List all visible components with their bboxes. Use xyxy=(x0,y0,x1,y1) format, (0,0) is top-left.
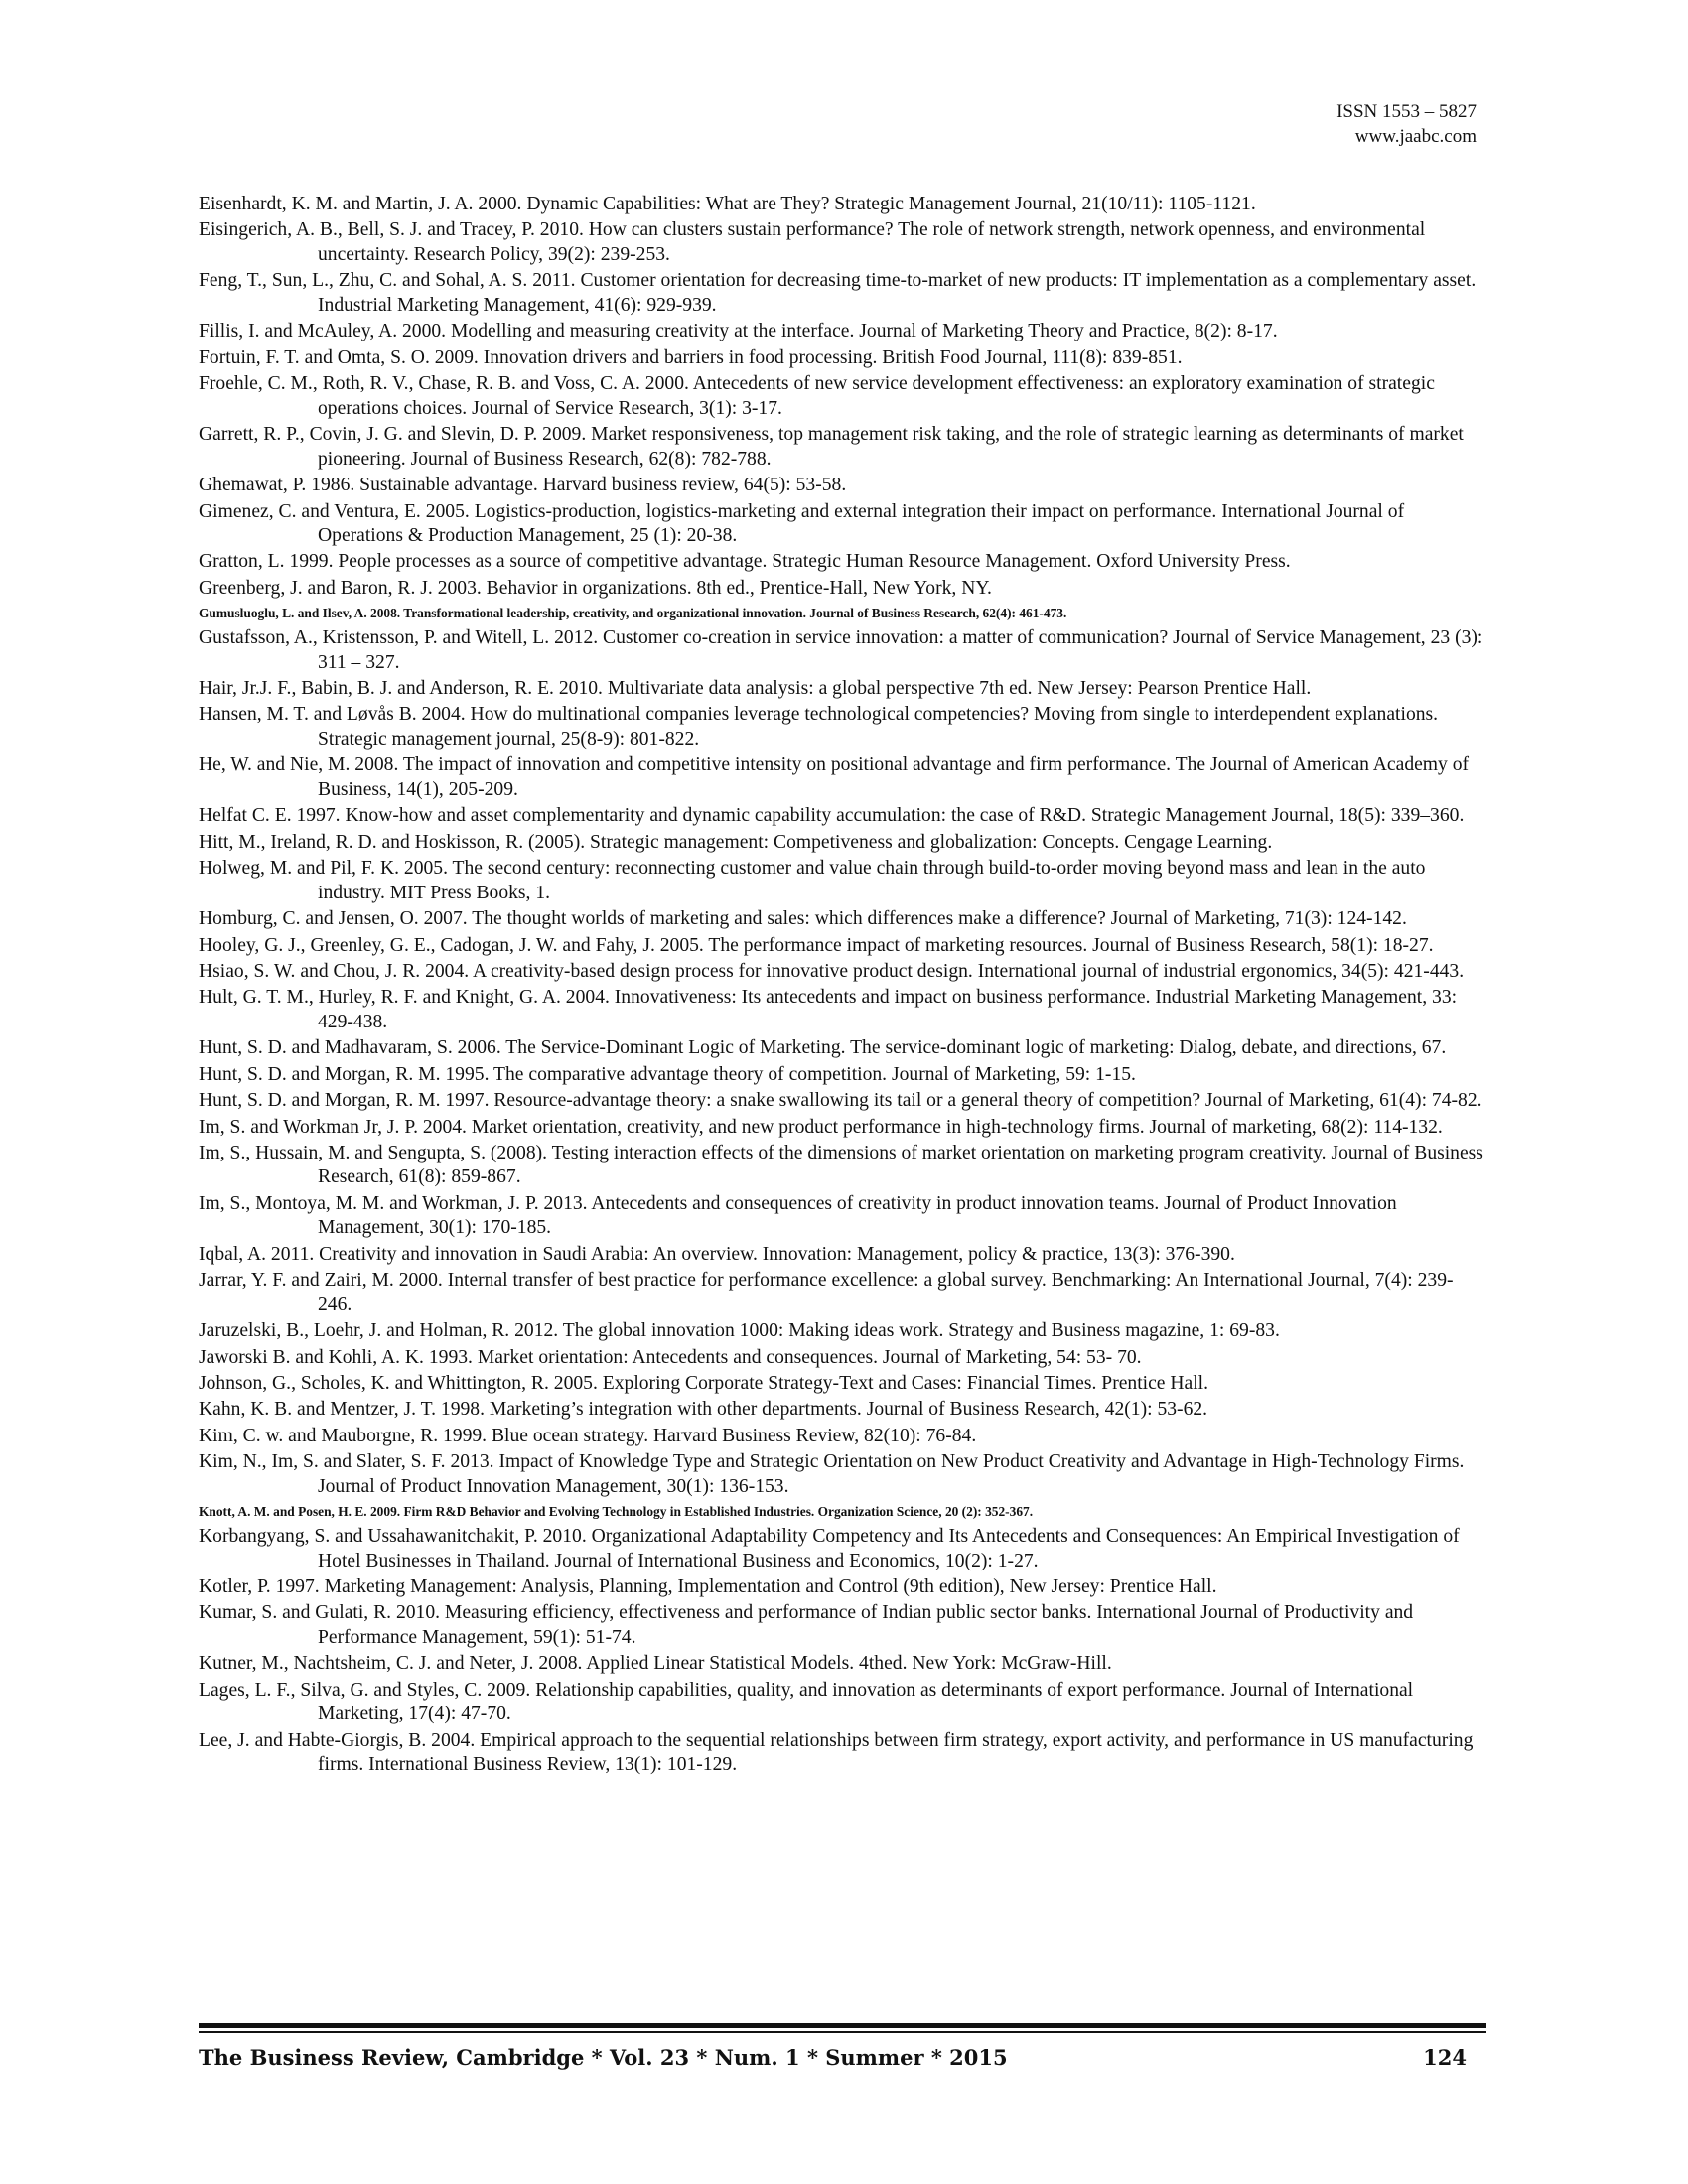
footer-rule-thick xyxy=(199,2023,1486,2028)
reference-item: Hair, Jr.J. F., Babin, B. J. and Anderson, R. E. 2010. Multivariate data analysis: a global perspective 7th ed. New Jersey: Pearson Prentice Hall. xyxy=(199,678,1312,700)
page-footer xyxy=(199,2045,1467,2070)
reference-list xyxy=(199,193,1485,1780)
reference-item: Froehle, C. M., Roth, R. V., Chase, R. B. and Voss, C. A. 2000. Antecedents of new service development effectiveness: an exploratory examination of strategic operations choices. Journal of Service Research, 3(1): 3-17. xyxy=(199,373,1435,419)
reference-item: Im, S. and Workman Jr, J. P. 2004. Market orientation, creativity, and new product performance in high-technology firms. Journal of marketing, 68(2): 114-132. xyxy=(199,1116,1443,1138)
reference-item: Hitt, M., Ireland, R. D. and Hoskisson, R. (2005). Strategic management: Competiveness and globalization: Concepts. Cengage Learning. xyxy=(199,831,1273,853)
reference-item: Kotler, P. 1997. Marketing Management: Analysis, Planning, Implementation and Control (9th edition), New Jersey: Prentice Hall. xyxy=(199,1575,1217,1597)
website-label: www.jaabc.com xyxy=(1354,126,1477,147)
reference-item: Johnson, G., Scholes, K. and Whittington, R. 2005. Exploring Corporate Strategy-Text and Cases: Financial Times. Prentice Hall. xyxy=(199,1373,1209,1395)
reference-item: Jaworski B. and Kohli, A. K. 1993. Market orientation: Antecedents and consequences. Journal of Marketing, 54: 53- 70. xyxy=(199,1346,1142,1368)
page-header xyxy=(1336,99,1477,149)
reference-item: Korbangyang, S. and Ussahawanitchakit, P. 2010. Organizational Adaptability Competency and Its Antecedents and Consequences: An Empirical Investigation of Hotel Businesses in Thailand. Journal of International Business and Economics, 10(2): 1-27. xyxy=(199,1525,1460,1571)
reference-item: Holweg, M. and Pil, F. K. 2005. The second century: reconnecting customer and value chain through build-to-order moving beyond mass and lean in the auto industry. MIT Press Books, 1. xyxy=(199,858,1426,903)
reference-item: Im, S., Montoya, M. M. and Workman, J. P. 2013. Antecedents and consequences of creativity in product innovation teams. Journal of Product Innovation Management, 30(1): 170-185. xyxy=(199,1192,1397,1239)
reference-item: Jarrar, Y. F. and Zairi, M. 2000. Internal transfer of best practice for performance excellence: a global survey. Benchmarking: An International Journal, 7(4): 239-246. xyxy=(199,1270,1454,1315)
reference-item: Ghemawat, P. 1986. Sustainable advantage. Harvard business review, 64(5): 53-58. xyxy=(199,475,847,496)
reference-item: Gumusluoglu, L. and Ilsev, A. 2008. Transformational leadership, creativity, and organizational innovation. Journal of Business Research, 62(4): 461-473. xyxy=(199,606,1067,621)
reference-item: Hunt, S. D. and Morgan, R. M. 1997. Resource-advantage theory: a snake swallowing its tail or a general theory of competition? Journal of Marketing, 61(4): 74-82. xyxy=(199,1090,1482,1112)
reference-item: Kim, C. w. and Mauborgne, R. 1999. Blue ocean strategy. Harvard Business Review, 82(10): 76-84. xyxy=(199,1425,977,1446)
reference-item: Eisingerich, A. B., Bell, S. J. and Tracey, P. 2010. How can clusters sustain performance? The role of network strength, network openness, and environmental uncertainty. Research Policy, 39(2): 239-253. xyxy=(199,219,1426,265)
reference-item: Lages, L. F., Silva, G. and Styles, C. 2009. Relationship capabilities, quality, and innovation as determinants of export performance. Journal of International Marketing, 17(4): 47-70. xyxy=(199,1679,1414,1725)
reference-item: He, W. and Nie, M. 2008. The impact of innovation and competitive intensity on positional advantage and firm performance. The Journal of American Academy of Business, 14(1), 205-209. xyxy=(199,754,1470,801)
reference-item: Fortuin, F. T. and Omta, S. O. 2009. Innovation drivers and barriers in food processing. British Food Journal, 111(8): 839-851. xyxy=(199,346,1183,368)
reference-item: Greenberg, J. and Baron, R. J. 2003. Behavior in organizations. 8th ed., Prentice-Hall, New York, NY. xyxy=(199,577,992,599)
reference-item: Helfat C. E. 1997. Know-how and asset complementarity and dynamic capability accumulation: the case of R&D. Strategic Management Journal, 18(5): 339–360. xyxy=(199,805,1465,827)
reference-item: Feng, T., Sun, L., Zhu, C. and Sohal, A. S. 2011. Customer orientation for decreasing time-to-market of new products: IT implementation as a complementary asset. Industrial Marketing Management, 41(6): 929-939. xyxy=(199,270,1477,316)
reference-item: Kumar, S. and Gulati, R. 2010. Measuring efficiency, effectiveness and performance of Indian public sector banks. International Journal of Productivity and Performance Management, 59(1): 51-74. xyxy=(199,1602,1414,1648)
page-number: 124 xyxy=(1423,2045,1467,2070)
footer-rule-thin xyxy=(199,2031,1486,2033)
reference-item: Iqbal, A. 2011. Creativity and innovation in Saudi Arabia: An overview. Innovation: Management, policy & practice, 13(3): 376-390. xyxy=(199,1243,1235,1265)
reference-item: Lee, J. and Habte-Giorgis, B. 2004. Empirical approach to the sequential relationships between firm strategy, export activity, and performance in US manufacturing firms. International Business Review, 13(1): 101-129. xyxy=(199,1729,1474,1776)
reference-item: Im, S., Hussain, M. and Sengupta, S. (2008). Testing interaction effects of the dimensions of market orientation on marketing program creativity. Journal of Business Research, 61(8): 859-867. xyxy=(199,1142,1483,1188)
reference-item: Eisenhardt, K. M. and Martin, J. A. 2000. Dynamic Capabilities: What are They? Strategic Management Journal, 21(10/11): 1105-1121. xyxy=(199,194,1256,214)
reference-item: Garrett, R. P., Covin, J. G. and Slevin, D. P. 2009. Market responsiveness, top management risk taking, and the role of strategic learning as determinants of market pioneering. Journal of Business Research, 62(8): 782-788. xyxy=(199,424,1464,470)
reference-item: Homburg, C. and Jensen, O. 2007. The thought worlds of marketing and sales: which differences make a difference? Journal of Marketing, 71(3): 124-142. xyxy=(199,908,1407,930)
reference-item: Kim, N., Im, S. and Slater, S. F. 2013. Impact of Knowledge Type and Strategic Orientation on New Product Creativity and Advantage in High-Technology Firms. Journal of Product Innovation Management, 30(1): 136-153. xyxy=(199,1451,1465,1497)
reference-item: Knott, A. M. and Posen, H. E. 2009. Firm R&D Behavior and Evolving Technology in Established Industries. Organization Science, 20 (2): 352-367. xyxy=(199,1504,1034,1520)
reference-item: Hunt, S. D. and Madhavaram, S. 2006. The Service-Dominant Logic of Marketing. The service-dominant logic of marketing: Dialog, debate, and directions, 67. xyxy=(199,1037,1447,1059)
reference-item: Hsiao, S. W. and Chou, J. R. 2004. A creativity-based design process for innovative product design. International journal of industrial ergonomics, 34(5): 421-443. xyxy=(199,960,1465,982)
reference-item: Fillis, I. and McAuley, A. 2000. Modelling and measuring creativity at the interface. Journal of Marketing Theory and Practice, 8(2): 8-17. xyxy=(199,321,1278,342)
reference-item: Gratton, L. 1999. People processes as a source of competitive advantage. Strategic Human Resource Management. Oxford University Press. xyxy=(199,551,1291,573)
reference-item: Hansen, M. T. and Løvås B. 2004. How do multinational companies leverage technological competencies? Moving from single to interdependent explanations. Strategic management journal, 25(8-9): 801-822. xyxy=(199,704,1439,751)
reference-item: Kahn, K. B. and Mentzer, J. T. 1998. Marketing’s integration with other departments. Journal of Business Research, 42(1): 53-62. xyxy=(199,1399,1208,1421)
journal-citation: The Business Review, Cambridge * Vol. 23 * Num. 1 * Summer * 2015 xyxy=(199,2045,1008,2070)
reference-item: Gimenez, C. and Ventura, E. 2005. Logistics-production, logistics-marketing and external integration their impact on performance. International Journal of Operations & Production Management, 25 (1): 20-38. xyxy=(199,500,1405,547)
reference-item: Hunt, S. D. and Morgan, R. M. 1995. The comparative advantage theory of competition. Journal of Marketing, 59: 1-15. xyxy=(199,1063,1136,1085)
issn-label: ISSN 1553 – 5827 xyxy=(1336,101,1477,122)
reference-item: Kutner, M., Nachtsheim, C. J. and Neter, J. 2008. Applied Linear Statistical Models. 4thed. New York: McGraw-Hill. xyxy=(199,1653,1112,1675)
reference-item: Hult, G. T. M., Hurley, R. F. and Knight, G. A. 2004. Innovativeness: Its antecedents and impact on business performance. Industrial Marketing Management, 33: 429-438. xyxy=(199,987,1458,1032)
reference-item: Gustafsson, A., Kristensson, P. and Witell, L. 2012. Customer co-creation in service innovation: a matter of communication? Journal of Service Management, 23 (3): 311 – 327. xyxy=(199,627,1483,673)
reference-item: Hooley, G. J., Greenley, G. E., Cadogan, J. W. and Fahy, J. 2005. The performance impact of marketing resources. Journal of Business Research, 58(1): 18-27. xyxy=(199,934,1434,956)
reference-item: Jaruzelski, B., Loehr, J. and Holman, R. 2012. The global innovation 1000: Making ideas work. Strategy and Business magazine, 1: 69-83. xyxy=(199,1320,1280,1342)
